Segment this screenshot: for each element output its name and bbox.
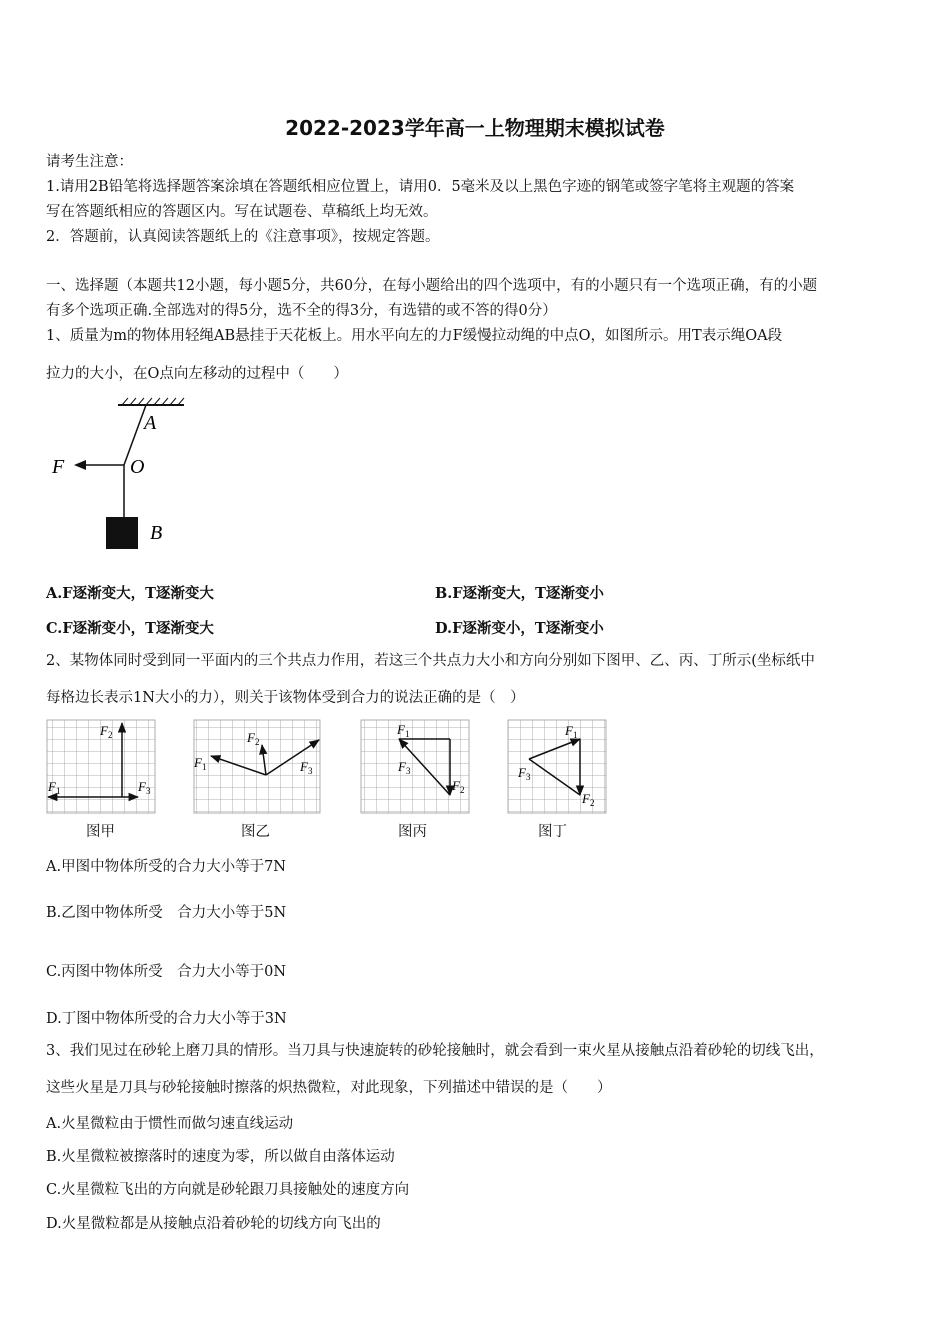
- svg-text:F1: $F_1$: [194, 755, 207, 772]
- q3-stem-line2: 这些火星是刀具与砂轮接触时擦落的炽热微粒，对此现象，下列描述中错误的是（ ）: [46, 1080, 612, 1096]
- svg-text:F2: $F_2$: [582, 791, 595, 808]
- notice-item1b: 写在答题纸相应的答题区内。写在试题卷、草稿纸上均无效。: [46, 204, 438, 220]
- caption-ding: 图丁: [538, 824, 567, 840]
- q1-option-a: A.F逐渐变大，T逐渐变大: [46, 585, 214, 602]
- grid-jia: [47, 720, 155, 813]
- q1-stem-line1: 1、质量为m的物体用轻绳AB悬挂于天花板上。用水平向左的力F缓慢拉动绳的中点O，如图所示。用T表示绳OA段: [46, 328, 783, 344]
- grid-yi: [193, 720, 320, 813]
- page-title: 2022-2023学年高一上物理期末模拟试卷: [285, 116, 665, 140]
- svg-text:F1: $F_1$: [397, 722, 410, 739]
- grid-bing: [361, 720, 469, 813]
- q1-option-c: C.F逐渐变小，T逐渐变大: [46, 620, 214, 637]
- svg-text:F3: $F_3$: [138, 779, 151, 796]
- q1-figure: [48, 393, 198, 558]
- q3-option-d: D.火星微粒都是从接触点沿着砂轮的切线方向飞出的: [46, 1216, 381, 1232]
- caption-jia: 图甲: [86, 824, 115, 840]
- q2-option-b: B.乙图中物体所受 合力大小等于5N: [46, 905, 287, 921]
- caption-bing: 图丙: [398, 824, 427, 840]
- q2-option-d: D.丁图中物体所受的合力大小等于3N: [46, 1011, 287, 1027]
- q1-option-b: B.F逐渐变大，T逐渐变小: [435, 585, 604, 602]
- q1-stem-line2: 拉力的大小，在O点向左移动的过程中（ ）: [46, 366, 348, 382]
- svg-text:F3: $F_3$: [300, 759, 313, 776]
- svg-text:F3: $F_3$: [518, 765, 531, 782]
- q2-stem-line2: 每格边长表示1N大小的力），则关于该物体受到合力的说法正确的是（ ）: [46, 690, 525, 706]
- svg-text:F2: $F_2$: [100, 723, 113, 740]
- q3-stem-line1: 3、我们见过在砂轮上磨刀具的情形。当刀具与快速旋转的砂轮接触时，就会看到一束火星从接触点沿着砂轮的切线飞出，: [46, 1043, 824, 1059]
- svg-text:F1: $F_1$: [48, 779, 61, 796]
- section-line1: 一、选择题（本题共12小题，每小题5分，共60分，在每小题给出的四个选项中，有的小题只有一个选项正确，有的小题: [46, 278, 818, 294]
- q3-option-b: B.火星微粒被擦落时的速度为零，所以做自由落体运动: [46, 1149, 395, 1165]
- svg-text:F1: $F_1$: [565, 723, 578, 740]
- label-f: F: [52, 456, 65, 478]
- mass-block: [106, 517, 138, 549]
- q3-option-a: A.火星微粒由于惯性而做匀速直线运动: [46, 1116, 294, 1132]
- svg-text:F2: $F_2$: [452, 778, 465, 795]
- q1-option-d: D.F逐渐变小，T逐渐变小: [435, 620, 604, 637]
- q2-option-a: A.甲图中物体所受的合力大小等于7N: [46, 859, 286, 875]
- q2-figures: [40, 715, 610, 820]
- caption-yi: 图乙: [241, 824, 270, 840]
- svg-text:F2: $F_2$: [247, 730, 260, 747]
- notice-item1a: 1.请用2B铅笔将选择题答案涂填在答题纸相应位置上，请用0．5毫米及以上黑色字迹的钢笔或签字笔将主观题的答案: [46, 179, 795, 195]
- label-o: O: [130, 456, 145, 478]
- q2-option-c: C.丙图中物体所受 合力大小等于0N: [46, 964, 287, 980]
- grid-ding: [508, 720, 606, 813]
- notice-item2: 2．答题前，认真阅读答题纸上的《注意事项》，按规定答题。: [46, 229, 440, 245]
- label-a: A: [144, 412, 157, 434]
- q3-option-c: C.火星微粒飞出的方向就是砂轮跟刀具接触处的速度方向: [46, 1182, 410, 1198]
- section-line2: 有多个选项正确.全部选对的得5分，选不全的得3分，有选错的或不答的得0分）: [46, 303, 557, 319]
- label-b: B: [150, 522, 163, 544]
- svg-text:F3: $F_3$: [398, 759, 411, 776]
- notice-heading: 请考生注意：: [46, 154, 133, 170]
- q2-stem-line1: 2、某物体同时受到同一平面内的三个共点力作用，若这三个共点力大小和方向分别如下图甲、乙、丙、丁所示(坐标纸中: [46, 653, 815, 669]
